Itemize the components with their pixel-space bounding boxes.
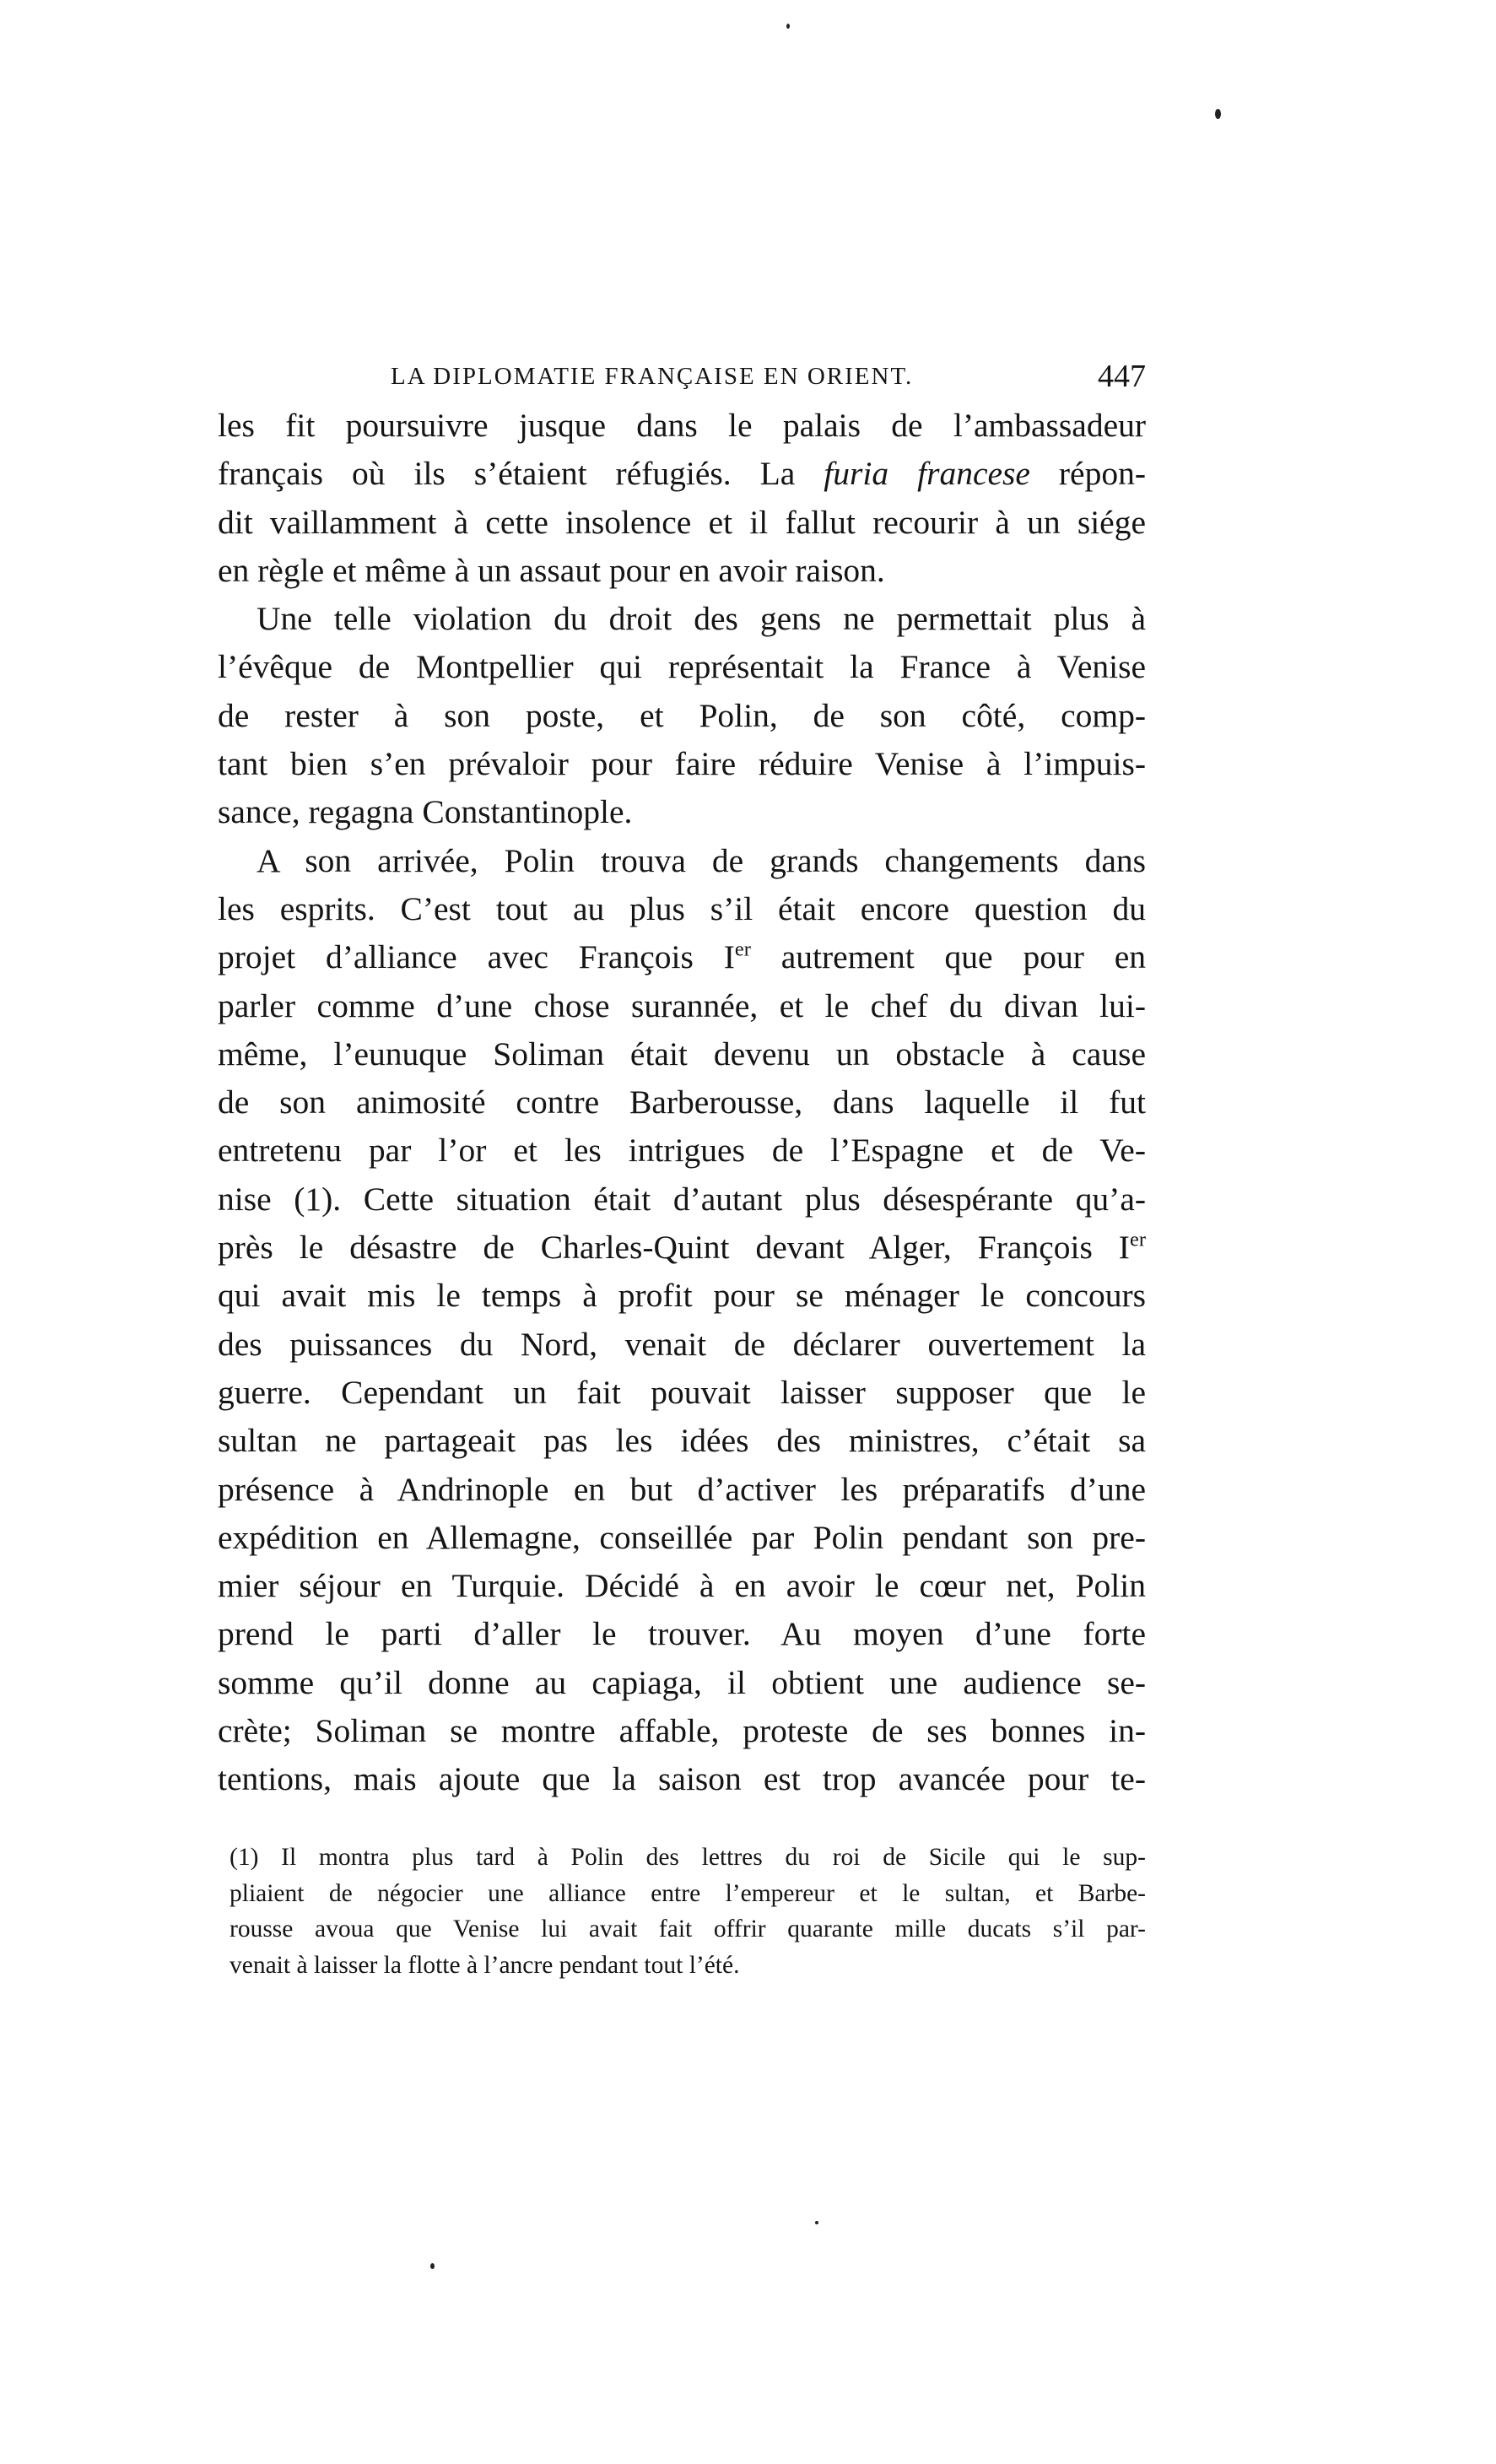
text-line: somme qu’il donne au capiaga, il obtient une audience se- bbox=[218, 1663, 1146, 1701]
paragraph bbox=[218, 595, 1146, 836]
text-line: les fit poursuivre jusque dans le palais de l’ambassadeur bbox=[218, 407, 1146, 444]
text-line: tant bien s’en prévaloir pour faire réduire Venise à l’impuis- bbox=[218, 745, 1146, 783]
italic-phrase: furia francese bbox=[824, 455, 1030, 493]
text-line: de son animosité contre Barberousse, dans laquelle il fut bbox=[218, 1083, 1146, 1121]
text-line: guerre. Cependant un fait pouvait laisser supposer que le bbox=[218, 1373, 1146, 1411]
running-head: LA DIPLOMATIE FRANÇAISE EN ORIENT. bbox=[391, 363, 914, 390]
text-line: près le désastre de Charles-Quint devant Alger, François Ier bbox=[218, 1228, 1146, 1267]
text-line: en règle et même à un assaut pour en avoir raison. bbox=[218, 551, 885, 589]
footnote-line: rousse avoua que Venise lui avait fait offrir quarante mille ducats s’il par- bbox=[230, 1916, 1146, 1943]
paragraph bbox=[218, 402, 1146, 595]
text-line: Une telle violation du droit des gens ne permettait plus à bbox=[257, 600, 1146, 638]
text-line: crète; Soliman se montre affable, proteste de ses bonnes in- bbox=[218, 1712, 1146, 1750]
text-line: des puissances du Nord, venait de déclarer ouvertement la bbox=[218, 1325, 1146, 1363]
text-line: présence à Andrinople en but d’activer les préparatifs d’une bbox=[218, 1470, 1146, 1508]
footnote-line: (1) Il montra plus tard à Polin des lettres du roi de Sicile qui le sup- bbox=[230, 1844, 1146, 1871]
text-line: expédition en Allemagne, conseillée par Polin pendant son pre- bbox=[218, 1518, 1146, 1556]
ink-speck bbox=[815, 2221, 818, 2224]
text-line: dit vaillamment à cette insolence et il fallut recourir à un siége bbox=[218, 503, 1146, 541]
text-line: qui avait mis le temps à profit pour se ménager le concours bbox=[218, 1277, 1146, 1315]
ink-speck bbox=[1215, 109, 1221, 119]
text-line: entretenu par l’or et les intrigues de l’Espagne et de Ve- bbox=[218, 1132, 1146, 1170]
superscript: er bbox=[1129, 1228, 1146, 1251]
footnote-line: pliaient de négocier une alliance entre l’empereur et le sultan, et Barbe- bbox=[230, 1879, 1146, 1907]
text-line: parler comme d’une chose surannée, et le chef du divan lui- bbox=[218, 986, 1146, 1024]
text-line: même, l’eunuque Soliman était devenu un obstacle à cause bbox=[218, 1035, 1146, 1073]
superscript: er bbox=[734, 938, 751, 961]
ink-speck bbox=[786, 24, 790, 29]
text-line: projet d’alliance avec François Ier autrement que pour en bbox=[218, 938, 1146, 976]
text-line: français où ils s’étaient réfugiés. La furia francese répon- bbox=[218, 455, 1146, 493]
paragraph bbox=[218, 837, 1146, 1804]
page-number: 447 bbox=[1098, 359, 1146, 394]
text-line: les esprits. C’est tout au plus s’il était encore question du bbox=[218, 889, 1146, 927]
body-text bbox=[218, 402, 1146, 1804]
text-line: l’évêque de Montpellier qui représentait la France à Venise bbox=[218, 648, 1146, 686]
page-header bbox=[218, 353, 1146, 403]
text-line: tentions, mais ajoute que la saison est trop avancée pour te- bbox=[218, 1760, 1146, 1798]
ink-speck bbox=[430, 2263, 435, 2269]
text-line: de rester à son poste, et Polin, de son côté, comp- bbox=[218, 696, 1146, 734]
text-line: prend le parti d’aller le trouver. Au moyen d’une forte bbox=[218, 1615, 1146, 1653]
text-line: mier séjour en Turquie. Décidé à en avoir le cœur net, Polin bbox=[218, 1567, 1146, 1605]
text-line: A son arrivée, Polin trouva de grands changements dans bbox=[257, 841, 1146, 879]
text-line: nise (1). Cette situation était d’autant plus désespérante qu’a- bbox=[218, 1180, 1146, 1218]
footnotes bbox=[230, 1840, 1146, 1983]
text-line: sultan ne partageait pas les idées des ministres, c’était sa bbox=[218, 1422, 1146, 1460]
text-line: sance, regagna Constantinople. bbox=[218, 793, 633, 831]
footnote-line: venait à laisser la flotte à l’ancre pendant tout l’été. bbox=[230, 1951, 740, 1979]
